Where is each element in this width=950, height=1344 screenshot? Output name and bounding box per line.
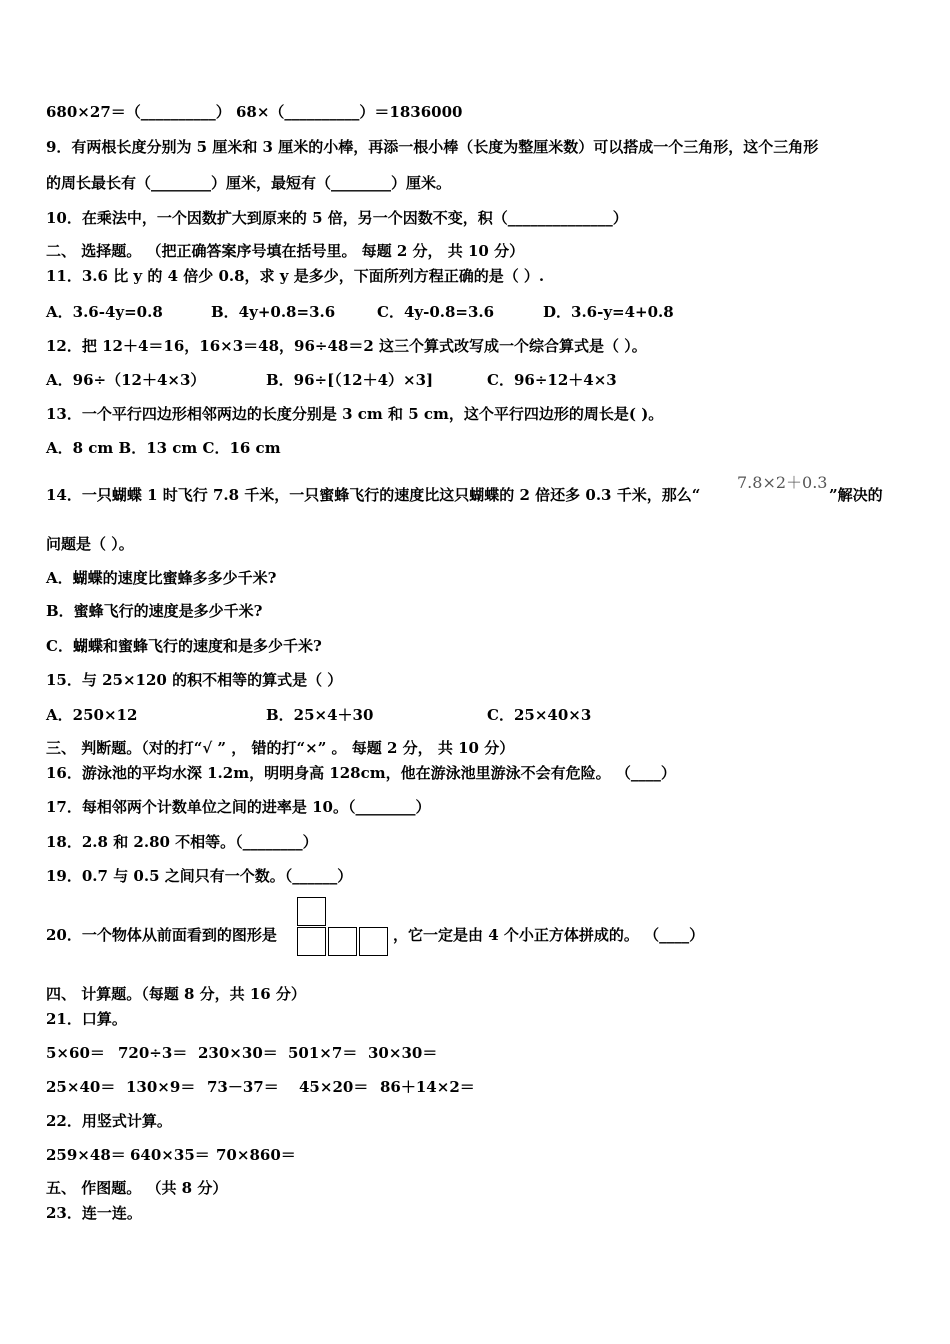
q21-item: 720÷3＝ [118,1044,188,1062]
figure-cell [328,927,357,956]
q13-options: A．8 cm B．13 cm C．16 cm [46,439,281,457]
q15-text: 15．与 25×120 的积不相等的算式是（ ） [46,671,343,689]
q11-option-c: C．4y-0.8=3.6 [377,303,495,321]
q15-option-b: B．25×4＋30 [266,706,374,724]
q19-text: 19．0.7 与 0.5 之间只有一个数。（______） [46,867,353,885]
q21-item: 73－37＝ [207,1078,279,1096]
q12-option-c: C．96÷12＋4×3 [487,371,617,389]
section-4-heading: 四、 计算题。（每题 8 分，共 16 分） [46,985,306,1003]
q21-item: 501×7＝ [288,1044,358,1062]
q9-text-b: 的周长最长有（________）厘米，最短有（________）厘米。 [46,174,452,192]
section-2-heading: 二、 选择题。 （把正确答案序号填在括号里。 每题 2 分， 共 10 分） [46,242,525,260]
q22-item: 640×35＝ [130,1146,210,1164]
q15-option-c: C．25×40×3 [487,706,592,724]
q11-option-b: B．4y+0.8=3.6 [211,303,336,321]
q21-item: 5×60＝ [46,1044,105,1062]
q21-item: 30×30＝ [368,1044,438,1062]
q16-text: 16．游泳池的平均水深 1.2m，明明身高 128cm，他在游泳池里游泳不会有危险。 （____） [46,764,676,782]
q21-item: 45×20＝ [299,1078,369,1096]
q20-text-a: 20．一个物体从前面看到的图形是 [46,926,277,944]
q10-text: 10．在乘法中，一个因数扩大到原来的 5 倍，另一个因数不变，积（______________） [46,209,628,227]
q20-text-b: ，它一定是由 4 个小正方体拼成的。 （____） [393,926,705,944]
figure-cell [297,897,326,926]
section-3-heading: 三、 判断题。（对的打“√ ” ， 错的打“×” 。 每题 2 分， 共 10 分） [46,739,515,757]
q21-text: 21．口算。 [46,1010,127,1028]
q14-formula: 7.8×2＋0.3 [737,473,828,492]
q14-text-b: 问题是（ ）。 [46,535,134,553]
q21-item: 25×40＝ [46,1078,116,1096]
q12-option-a: A．96÷（12＋4×3） [46,371,206,389]
figure-cell [297,927,326,956]
q14-option-a: A．蝴蝶的速度比蜜蜂多多少千米? [46,569,277,587]
q15-option-a: A．250×12 [46,706,138,724]
q9-text-a: 9．有两根长度分别为 5 厘米和 3 厘米的小棒，再添一根小棒（长度为整厘米数）可以搭成一个三角形，这个三角形 [46,138,819,156]
q12-option-b: B．96÷[（12＋4）×3] [266,371,434,389]
q22-item: 70×860＝ [216,1146,296,1164]
q13-text: 13．一个平行四边形相邻两边的长度分别是 3 cm 和 5 cm，这个平行四边形的周长是( )。 [46,405,664,423]
section-5-heading: 五、 作图题。 （共 8 分） [46,1179,228,1197]
q23-text: 23．连一连。 [46,1204,142,1222]
q14-option-b: B．蜜蜂飞行的速度是多少千米? [46,602,263,620]
q14-text-a: 14．一只蝴蝶 1 时飞行 7.8 千米，一只蜜蜂飞行的速度比这只蝴蝶的 2 倍还多 0.3 千米，那么“ [46,486,701,504]
q21-item: 130×9＝ [126,1078,196,1096]
q11-text: 11．3.6 比 y 的 4 倍少 0.8，求 y 是多少，下面所列方程正确的是（ ）. [46,267,545,285]
q11-option-a: A．3.6-4y=0.8 [46,303,163,321]
q14-text-close: ”解决的 [829,486,883,504]
q17-text: 17．每相邻两个计数单位之间的进率是 10。（________） [46,798,431,816]
q12-text: 12．把 12＋4＝16，16×3＝48，96÷48＝2 这三个算式改写成一个综合算式是（ ）。 [46,337,647,355]
q21-item: 86＋14×2＝ [380,1078,475,1096]
q8-line: 680×27＝（__________） 68×（__________）＝1836000 [46,103,463,121]
q18-text: 18．2.8 和 2.80 不相等。（________） [46,833,318,851]
front-view-figure [297,897,391,959]
q22-item: 259×48＝ [46,1146,126,1164]
q22-text: 22．用竖式计算。 [46,1112,172,1130]
q21-item: 230×30＝ [198,1044,278,1062]
q11-option-d: D．3.6-y=4+0.8 [543,303,674,321]
q14-option-c: C．蝴蝶和蜜蜂飞行的速度和是多少千米? [46,637,322,655]
figure-cell [359,927,388,956]
